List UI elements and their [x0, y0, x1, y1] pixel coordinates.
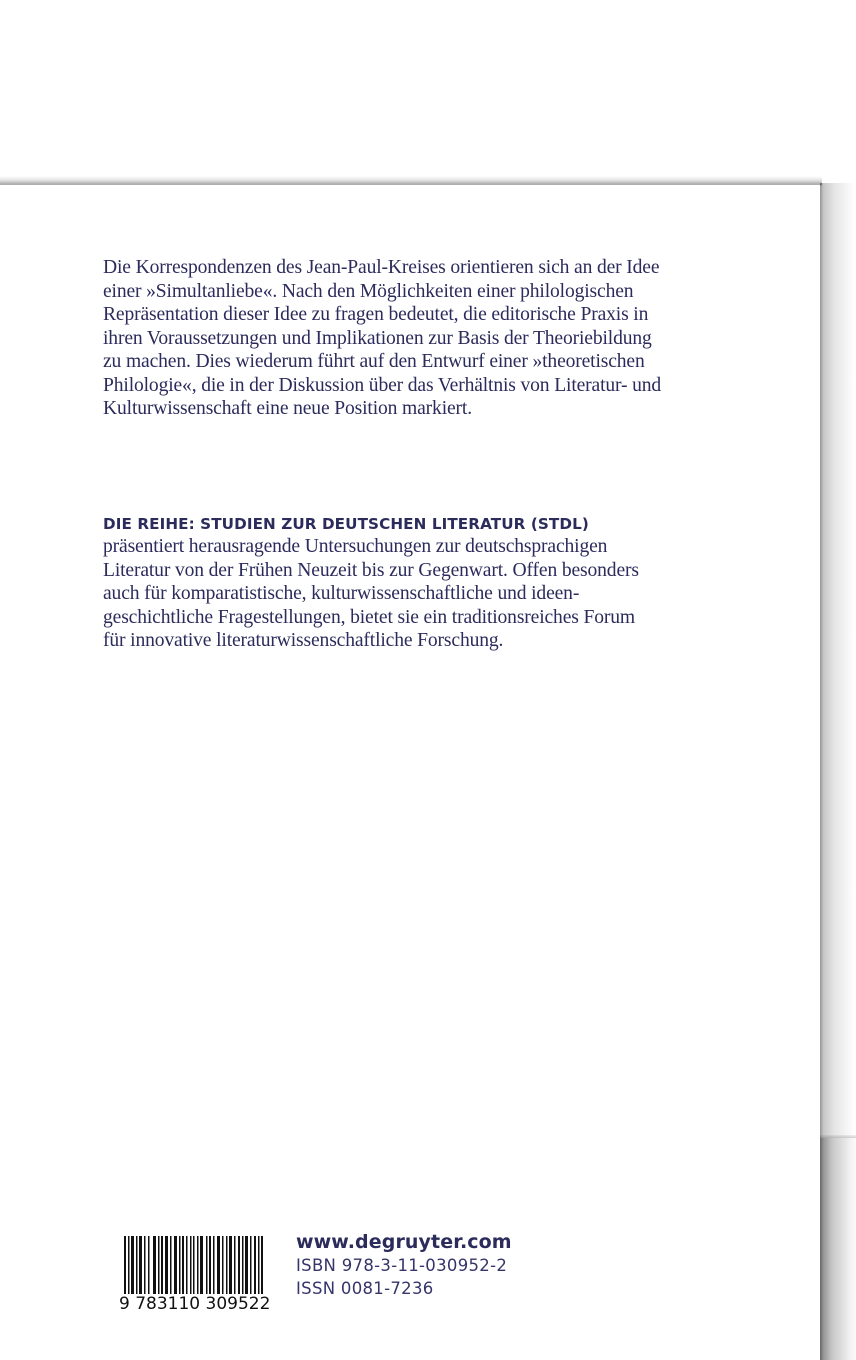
- abstract-line: Kulturwissenschaft eine neue Position markiert.: [103, 398, 472, 419]
- abstract-line: Die Korrespondenzen des Jean-Paul-Kreises orientieren sich an der Idee: [103, 257, 660, 278]
- abstract-line: ihren Voraussetzungen und Implikationen zur Basis der Theoriebildung: [103, 327, 652, 349]
- series-line: auch für komparatistische, kulturwissenschaftliche und ideen-: [103, 583, 580, 604]
- abstract-line: zu machen. Dies wiederum führt auf den Entwurf einer »theoretischen: [103, 351, 645, 372]
- abstract-line: einer »Simultanliebe«. Nach den Möglichkeiten einer philologischen: [103, 280, 634, 302]
- series-description: [103, 513, 743, 653]
- publisher-imprint: [296, 1230, 512, 1300]
- series-line: für innovative literaturwissenschaftliche Forschung.: [103, 630, 504, 651]
- barcode-digits: 9 783110 309522: [119, 1294, 271, 1314]
- issn-number: ISSN 0081-7236: [296, 1279, 434, 1298]
- series-heading: DIE REIHE: STUDIEN ZUR DEUTSCHEN LITERATUR (STDL): [103, 515, 589, 533]
- underlying-page: [820, 1138, 856, 1360]
- abstract-line: Philologie«, die in der Diskussion über das Verhältnis von Literatur- und: [103, 374, 662, 396]
- barcode-icon: [118, 1236, 271, 1316]
- series-line: präsentiert herausragende Untersuchungen zur deutschsprachigen: [103, 536, 608, 557]
- series-line: Literatur von der Frühen Neuzeit bis zur Gegenwart. Offen besonders: [103, 559, 639, 581]
- isbn-number: ISBN 978-3-11-030952-2: [296, 1256, 508, 1275]
- abstract-line: Repräsentation dieser Idee zu fragen bedeutet, die editorische Praxis in: [103, 304, 649, 325]
- publisher-url[interactable]: www.degruyter.com: [296, 1231, 512, 1253]
- abstract-text: [103, 256, 743, 421]
- series-line: geschichtliche Fragestellungen, bietet sie ein traditionsreiches Forum: [103, 606, 635, 628]
